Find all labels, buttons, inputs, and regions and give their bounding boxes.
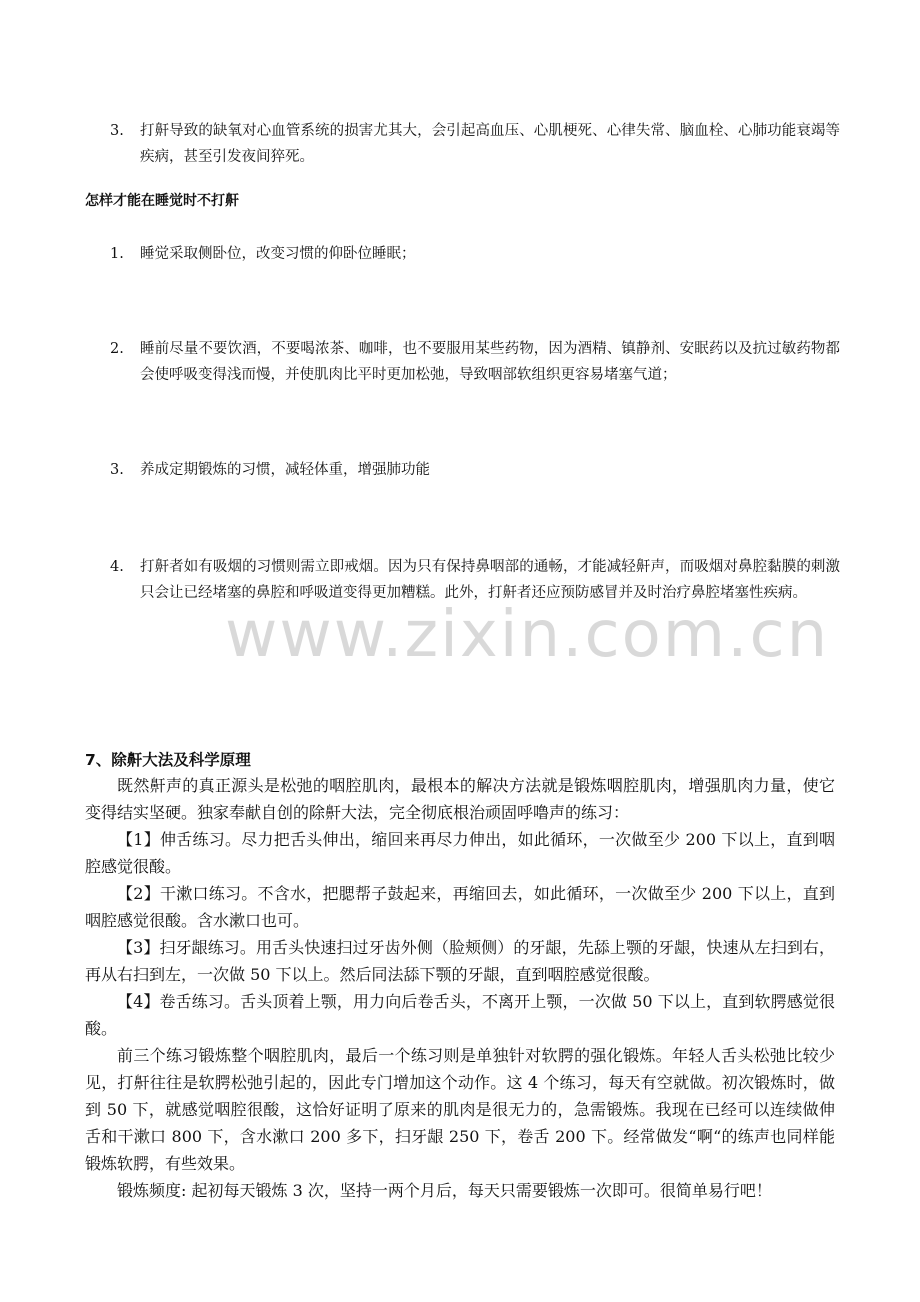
paragraph-frequency: 锻炼频度: 起初每天锻炼 3 次，坚持一两个月后，每天只需要锻炼一次即可。很简单易行吧！ — [117, 1181, 772, 1200]
list-number: 3. — [110, 462, 124, 478]
list-item — [110, 336, 840, 388]
list-item — [110, 457, 840, 483]
section-heading-how: 怎样才能在睡觉时不打鼾 — [85, 193, 239, 209]
list-text: 养成定期锻炼的习惯，减轻体重，增强肺功能 — [140, 462, 430, 478]
paragraph-exercise-3: 【3】扫牙龈练习。用舌头快速扫过牙齿外侧（脸颊侧）的牙龈，先舔上颚的牙龈，快速从左扫到右，再从右扫到左，一次做 50 下以上。然后同法舔下颚的牙龈，直到咽腔感觉很酸。 — [85, 938, 835, 984]
list-number: 4. — [110, 559, 124, 575]
list-number: 2. — [110, 341, 124, 357]
list-text: 睡前尽量不要饮酒，不要喝浓茶、咖啡，也不要服用某些药物，因为酒精、镇静剂、安眠药以及抗过敏药物都会使呼吸变得浅而慢，并使肌肉比平时更加松弛，导致咽部软组织更容易堵塞气道； — [140, 341, 840, 383]
list-text: 睡觉采取侧卧位，改变习惯的仰卧位睡眠； — [140, 246, 416, 262]
watermark: www.zixin.com.cn — [225, 598, 830, 672]
list-item — [110, 241, 840, 267]
list-number: 3. — [110, 123, 124, 139]
paragraph-intro: 既然鼾声的真正源头是松弛的咽腔肌肉，最根本的解决方法就是锻炼咽腔肌肉，增强肌肉力量，使它变得结实坚硬。独家奉献自创的除鼾大法，完全彻底根治顽固呼噜声的练习： — [85, 776, 835, 822]
list-item — [110, 118, 840, 170]
paragraph-exercise-4: 【4】卷舌练习。舌头顶着上颚，用力向后卷舌头，不离开上颚，一次做 50 下以上，直到软腭感觉很酸。 — [85, 992, 835, 1038]
list-text: 打鼾者如有吸烟的习惯则需立即戒烟。因为只有保持鼻咽部的通畅，才能减轻鼾声，而吸烟对鼻腔黏膜的刺激只会让已经堵塞的鼻腔和呼吸道变得更加糟糕。此外，打鼾者还应预防感冒并及时治疗鼻腔堵塞性疾病。 — [140, 559, 840, 601]
paragraph-explanation: 前三个练习锻炼整个咽腔肌肉，最后一个练习则是单独针对软腭的强化锻炼。年轻人舌头松弛比较少见，打鼾往往是软腭松弛引起的，因此专门增加这个动作。这 4 个练习，每天有空就做。初次锻炼时，做到 50 下，就感觉咽腔很酸，这恰好证明了原来的肌肉是很无力的，急需锻炼。我现在已经可以连续做伸舌和干漱口 800 下，含水漱口 200 多下，扫牙龈 250 下，卷舌 200 下。经常做发“啊“的练声也同样能锻炼软腭，有些效果。 — [85, 1046, 835, 1173]
section-7-body — [85, 772, 835, 1204]
list-text: 打鼾导致的缺氧对心血管系统的损害尤其大，会引起高血压、心肌梗死、心律失常、脑血栓、心肺功能衰竭等疾病，甚至引发夜间猝死。 — [140, 123, 840, 165]
list-number: 1. — [110, 246, 124, 262]
paragraph-exercise-1: 【1】伸舌练习。尽力把舌头伸出，缩回来再尽力伸出，如此循环，一次做至少 200 下以上，直到咽腔感觉很酸。 — [85, 830, 835, 876]
paragraph-exercise-2: 【2】干漱口练习。不含水，把腮帮子鼓起来，再缩回去，如此循环，一次做至少 200 下以上，直到咽腔感觉很酸。含水漱口也可。 — [85, 884, 835, 930]
section-heading-7: 7、除鼾大法及科学原理 — [85, 751, 251, 769]
